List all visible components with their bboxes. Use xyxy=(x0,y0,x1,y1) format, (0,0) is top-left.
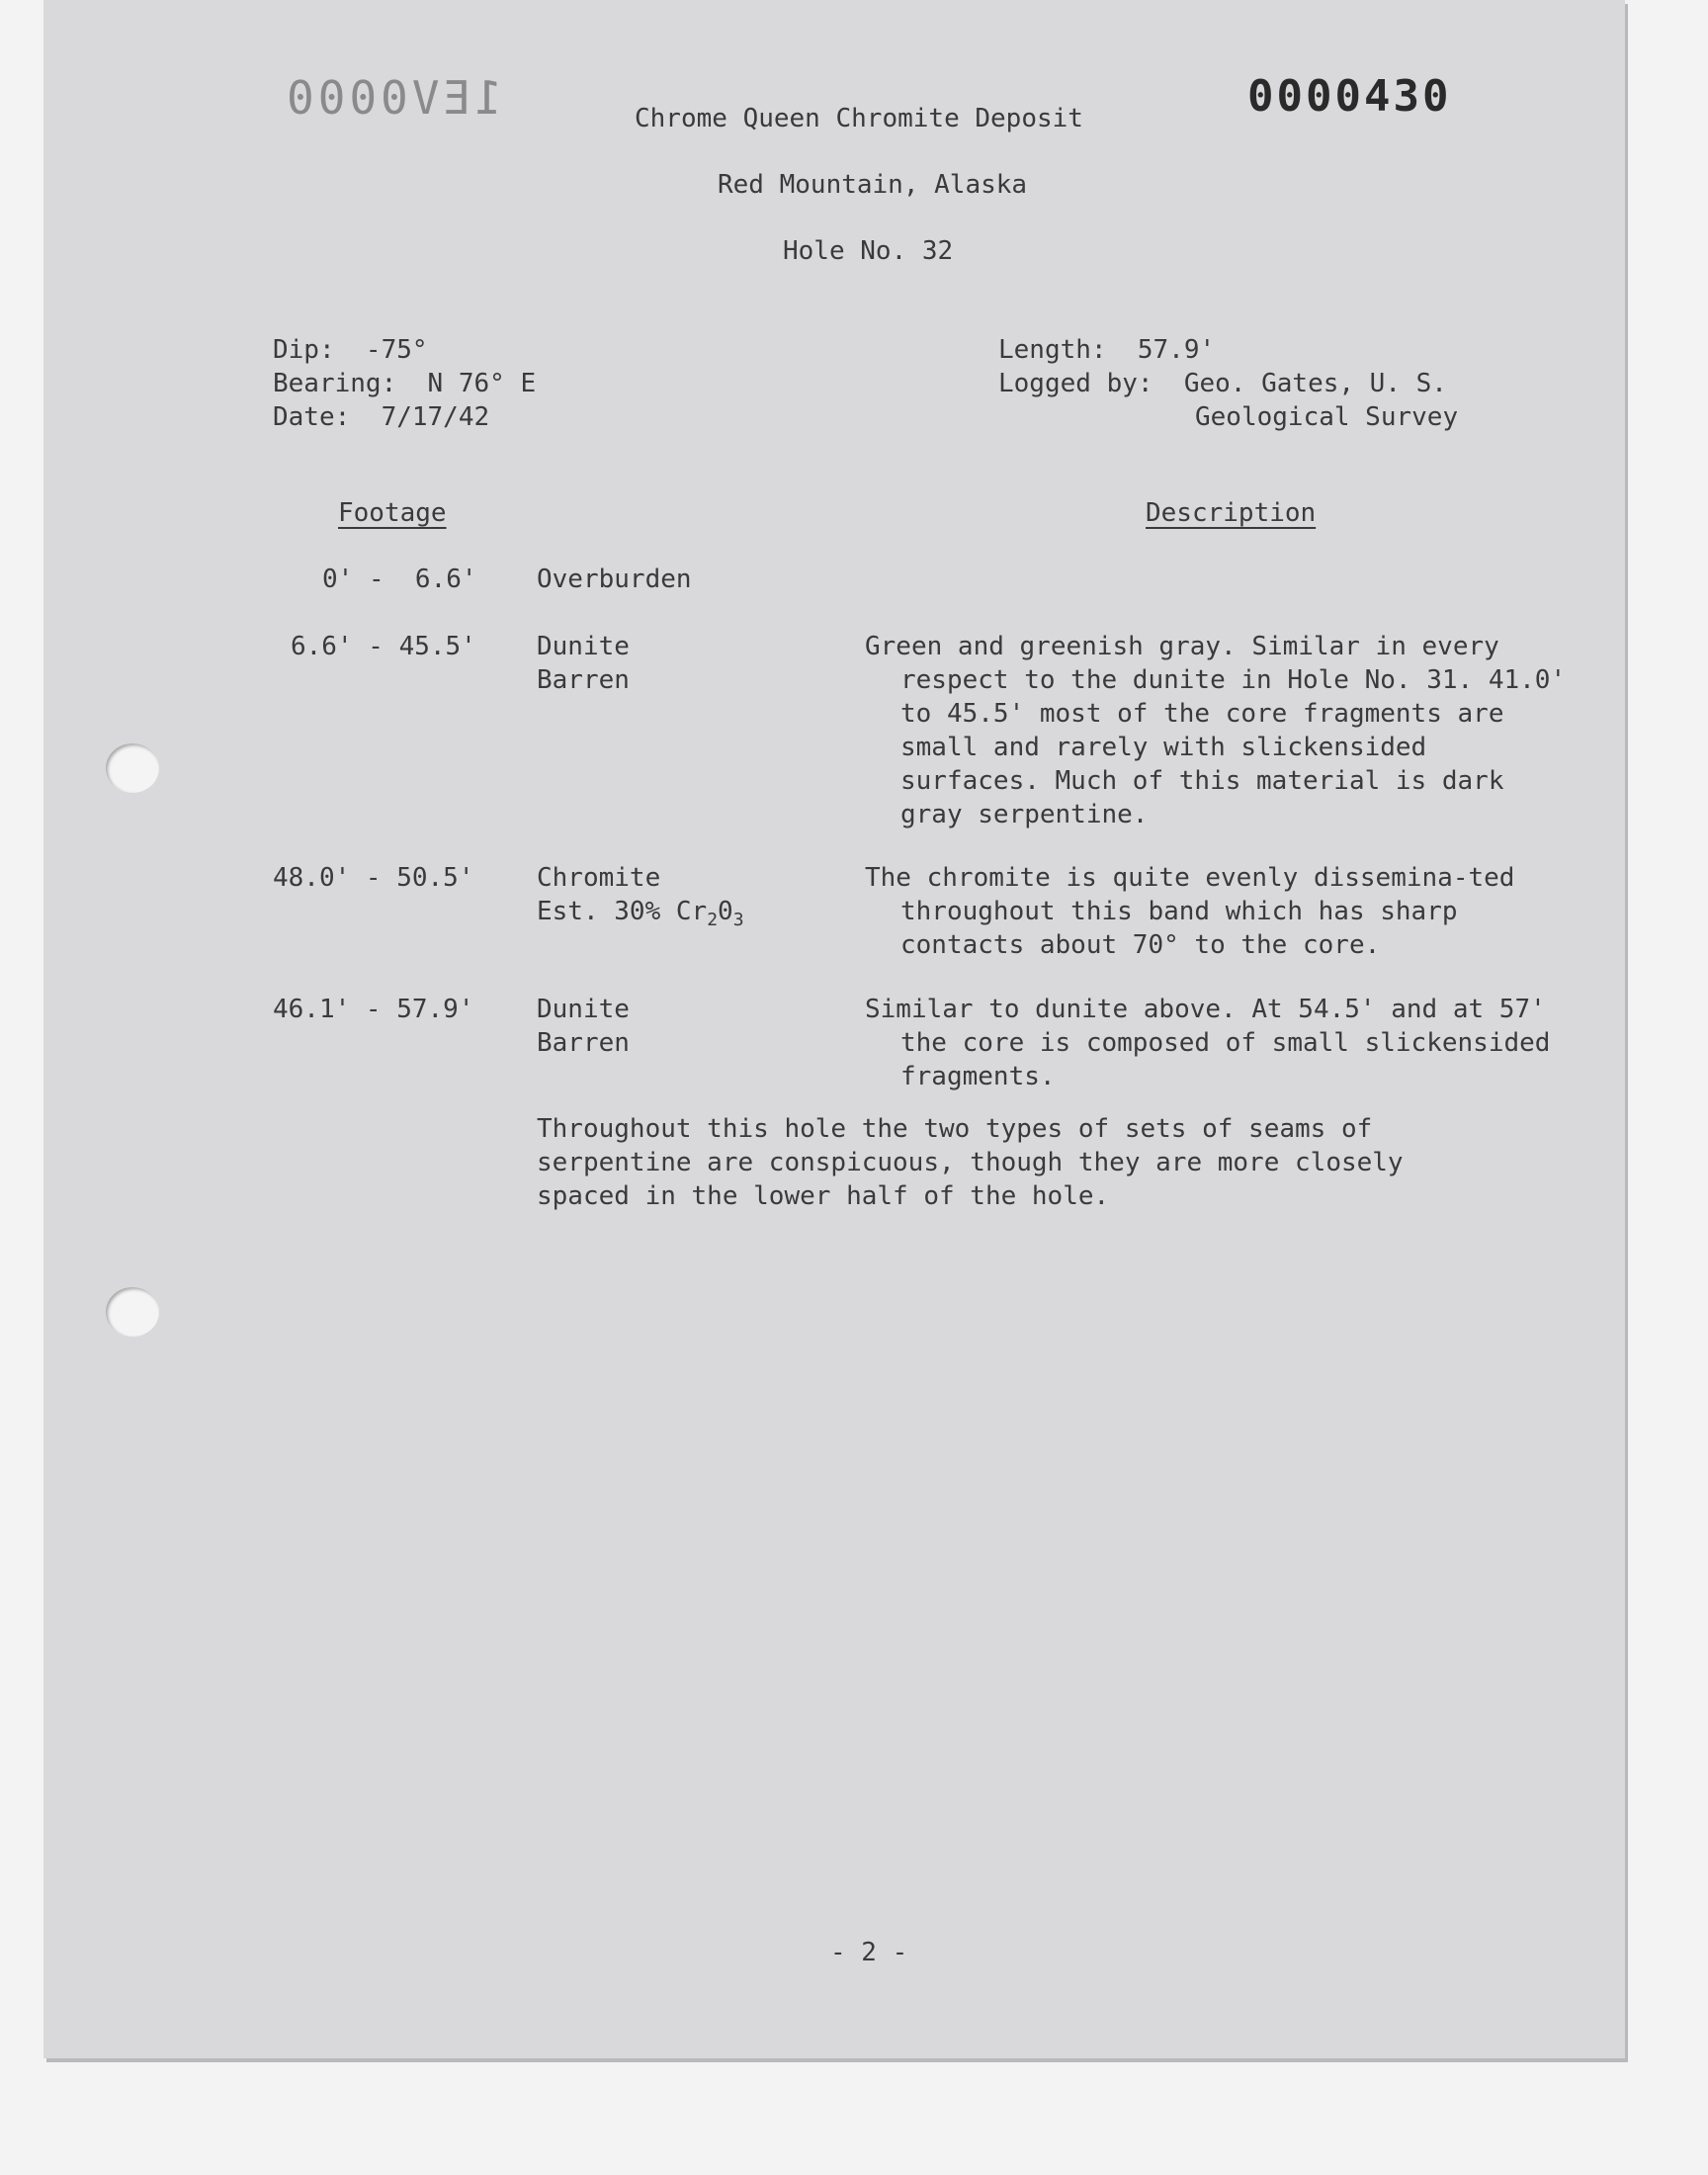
bearing-field: Bearing: N 76° E xyxy=(273,369,537,398)
logged-by-field: Logged by: Geo. Gates, U. S. xyxy=(998,369,1447,398)
rock-grade: Barren xyxy=(537,1028,630,1058)
description-column-header: Description xyxy=(1146,498,1317,528)
stamp-number: 0000430 xyxy=(1247,71,1452,122)
formula-oxygen: 0 xyxy=(718,897,733,926)
formula-subscript: 2 xyxy=(707,910,719,930)
interval-description: Green and greenish gray. Similar in every respect to the dunite in Hole No. 31. 41.0' to 45.5' most of the core fragments are small and rarely with slickensided surfaces. Much of this material is dark gray serpentine. xyxy=(865,632,1567,829)
document-location: Red Mountain, Alaska xyxy=(718,170,1028,200)
length-field: Length: 57.9' xyxy=(998,335,1216,365)
footage-range: 6.6' - 45.5' xyxy=(291,632,476,661)
interval-description: The chromite is quite evenly dissemina-ted throughout this band which has sharp contacts about 70° to the core. xyxy=(865,863,1515,960)
hole-note: Throughout this hole the two types of sets of seams of serpentine are conspicuous, though they are more closely spaced in the lower half of the hole. xyxy=(537,1114,1404,1211)
formula-subscript: 3 xyxy=(732,910,744,930)
rock-type: Dunite xyxy=(537,995,630,1024)
interval-description: Similar to dunite above. At 54.5' and at 57' the core is composed of small slickensided fragments. xyxy=(865,995,1551,1091)
date-field: Date: 7/17/42 xyxy=(273,402,490,432)
dip-field: Dip: -75° xyxy=(273,335,428,365)
punch-hole xyxy=(106,743,159,793)
hole-number: Hole No. 32 xyxy=(783,236,954,266)
page-number: - 2 - xyxy=(830,1938,908,1967)
rock-type: Chromite xyxy=(537,863,661,893)
rock-type: Dunite xyxy=(537,632,630,661)
footage-range: 0' - 6.6' xyxy=(322,565,477,594)
faded-stamp-number: 1EV0000 xyxy=(283,71,502,125)
rock-grade xyxy=(537,895,744,928)
footage-column-header: Footage xyxy=(338,498,447,528)
rock-type: Overburden xyxy=(537,565,692,594)
footage-range: 48.0' - 50.5' xyxy=(273,863,474,893)
rock-grade: Barren xyxy=(537,665,630,695)
logged-by-affiliation: Geological Survey xyxy=(1195,402,1459,432)
grade-estimate: Est. 30% Cr xyxy=(537,897,708,926)
footage-range: 46.1' - 57.9' xyxy=(273,995,474,1024)
punch-hole xyxy=(106,1287,159,1337)
document-title: Chrome Queen Chromite Deposit xyxy=(635,104,1083,133)
